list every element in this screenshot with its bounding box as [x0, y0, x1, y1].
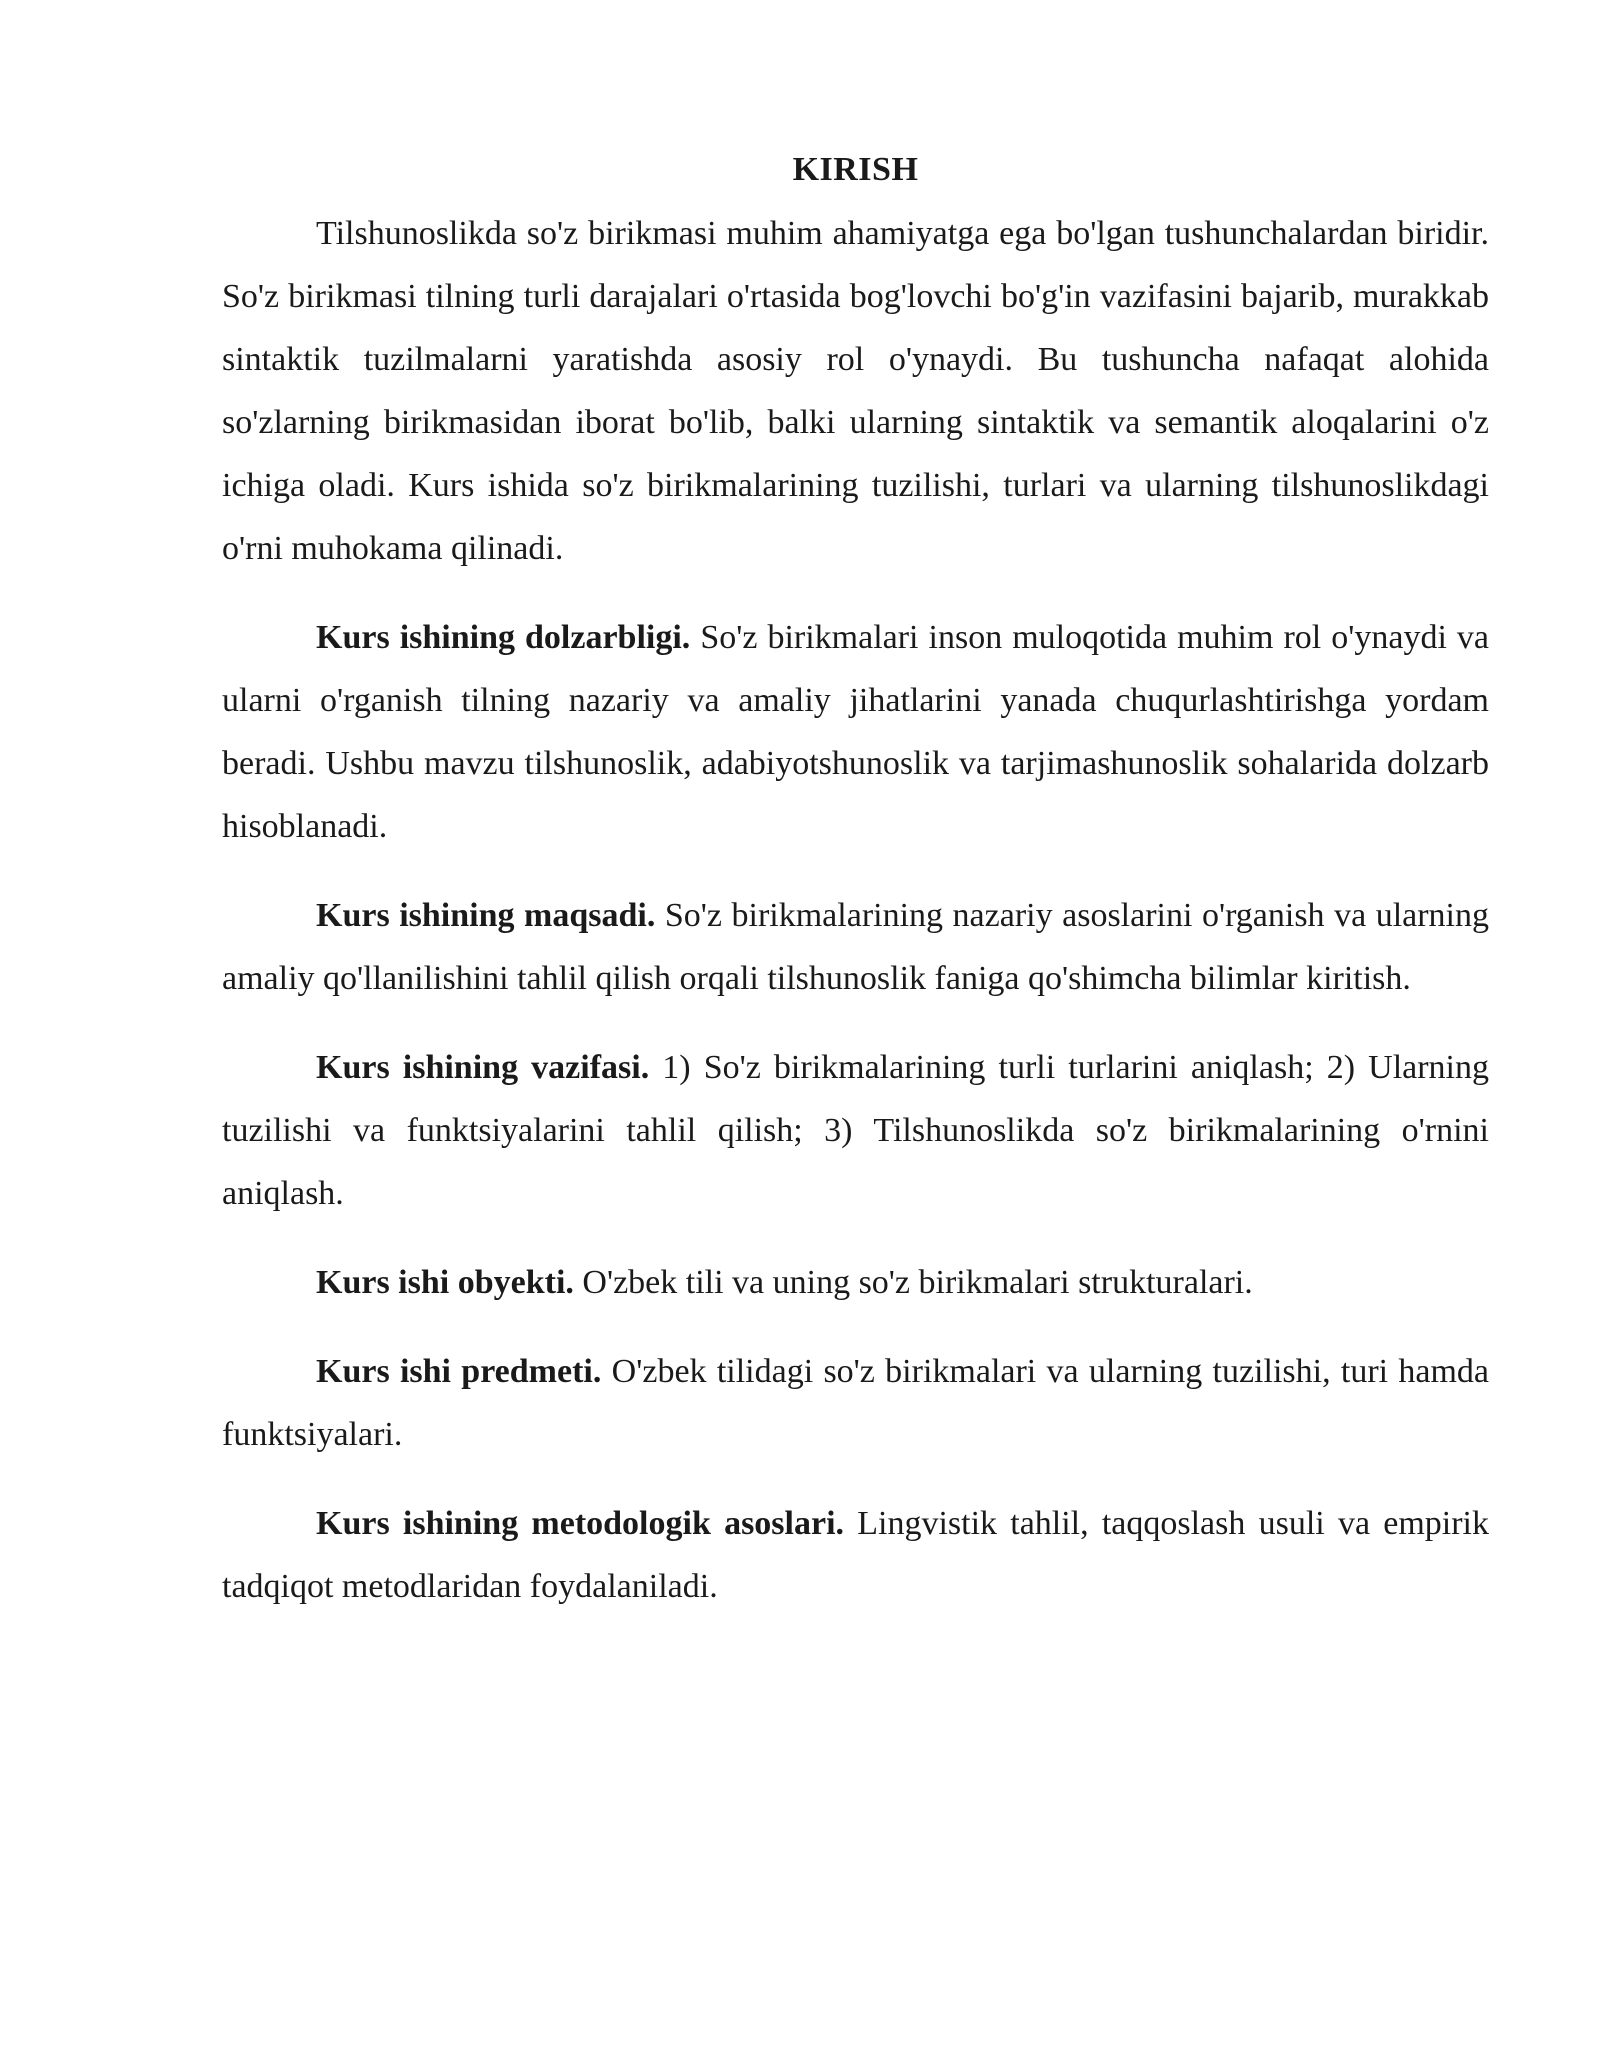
section-heading: Kurs ishi obyekti.	[316, 1264, 574, 1301]
document-body	[222, 146, 1489, 1618]
section-heading: Kurs ishining metodologik asoslari.	[316, 1505, 845, 1542]
section-heading: Kurs ishining vazifasi.	[316, 1049, 650, 1086]
section-text: So'z birikmalarining nazariy asoslarini o'rganish va ularning amaliy qo'llanilishini tahlil qilish orqali tilshunoslik faniga qo'shimcha bilimlar kiritish.	[222, 897, 1489, 997]
intro-paragraph: Tilshunoslikda so'z birikmasi muhim ahamiyatga ega bo'lgan tushunchalardan biridir. So'z birikmasi tilning turli darajalari o'rtasida bog'lovchi bo'g'in vazifasini bajarib, murakkab sintaktik tuzilmalarni yaratishda asosiy rol o'ynaydi. Bu tushuncha nafaqat alohida so'zlarning birikmasidan iborat bo'lib, balki ularning sintaktik va semantik aloqalarini o'z ichiga oladi. Kurs ishida so'z birikmalarining tuzilishi, turlari va ularning tilshunoslikdagi o'rni muhokama qilinadi.	[222, 215, 1489, 567]
section-object	[222, 1251, 1489, 1314]
section-methodology	[222, 1492, 1489, 1618]
section-heading: Kurs ishining maqsadi.	[316, 897, 656, 934]
section-text: O'zbek tilidagi so'z birikmalari va ularning tuzilishi, turi hamda funktsiyalari.	[222, 1353, 1490, 1453]
section-text: So'z birikmalari inson muloqotida muhim rol o'ynaydi va ularni o'rganish tilning nazariy va amaliy jihatlarini yanada chuqurlashtirishga yordam beradi. Ushbu mavzu tilshunoslik, adabiyotshunoslik va tarjimashunoslik sohalarida dolzarb hisoblanadi.	[222, 619, 1489, 845]
section-tasks	[222, 1036, 1489, 1225]
section-text: 1) So'z birikmalarining turli turlarini aniqlash; 2) Ularning tuzilishi va funktsiyalarini tahlil qilish; 3) Tilshunoslikda so'z birikmalarining o'rnini aniqlash.	[222, 1049, 1489, 1212]
section-goal	[222, 884, 1489, 1010]
section-text: Lingvistik tahlil, taqqoslash usuli va empirik tadqiqot metodlaridan foydalaniladi.	[222, 1505, 1490, 1605]
section-relevance	[222, 606, 1489, 858]
section-subject	[222, 1340, 1489, 1466]
section-text: O'zbek tili va uning so'z birikmalari strukturalari.	[582, 1264, 1253, 1301]
section-heading: Kurs ishi predmeti.	[316, 1353, 602, 1390]
page-title: KIRISH	[792, 151, 919, 188]
section-heading: Kurs ishining dolzarbligi.	[316, 619, 691, 656]
